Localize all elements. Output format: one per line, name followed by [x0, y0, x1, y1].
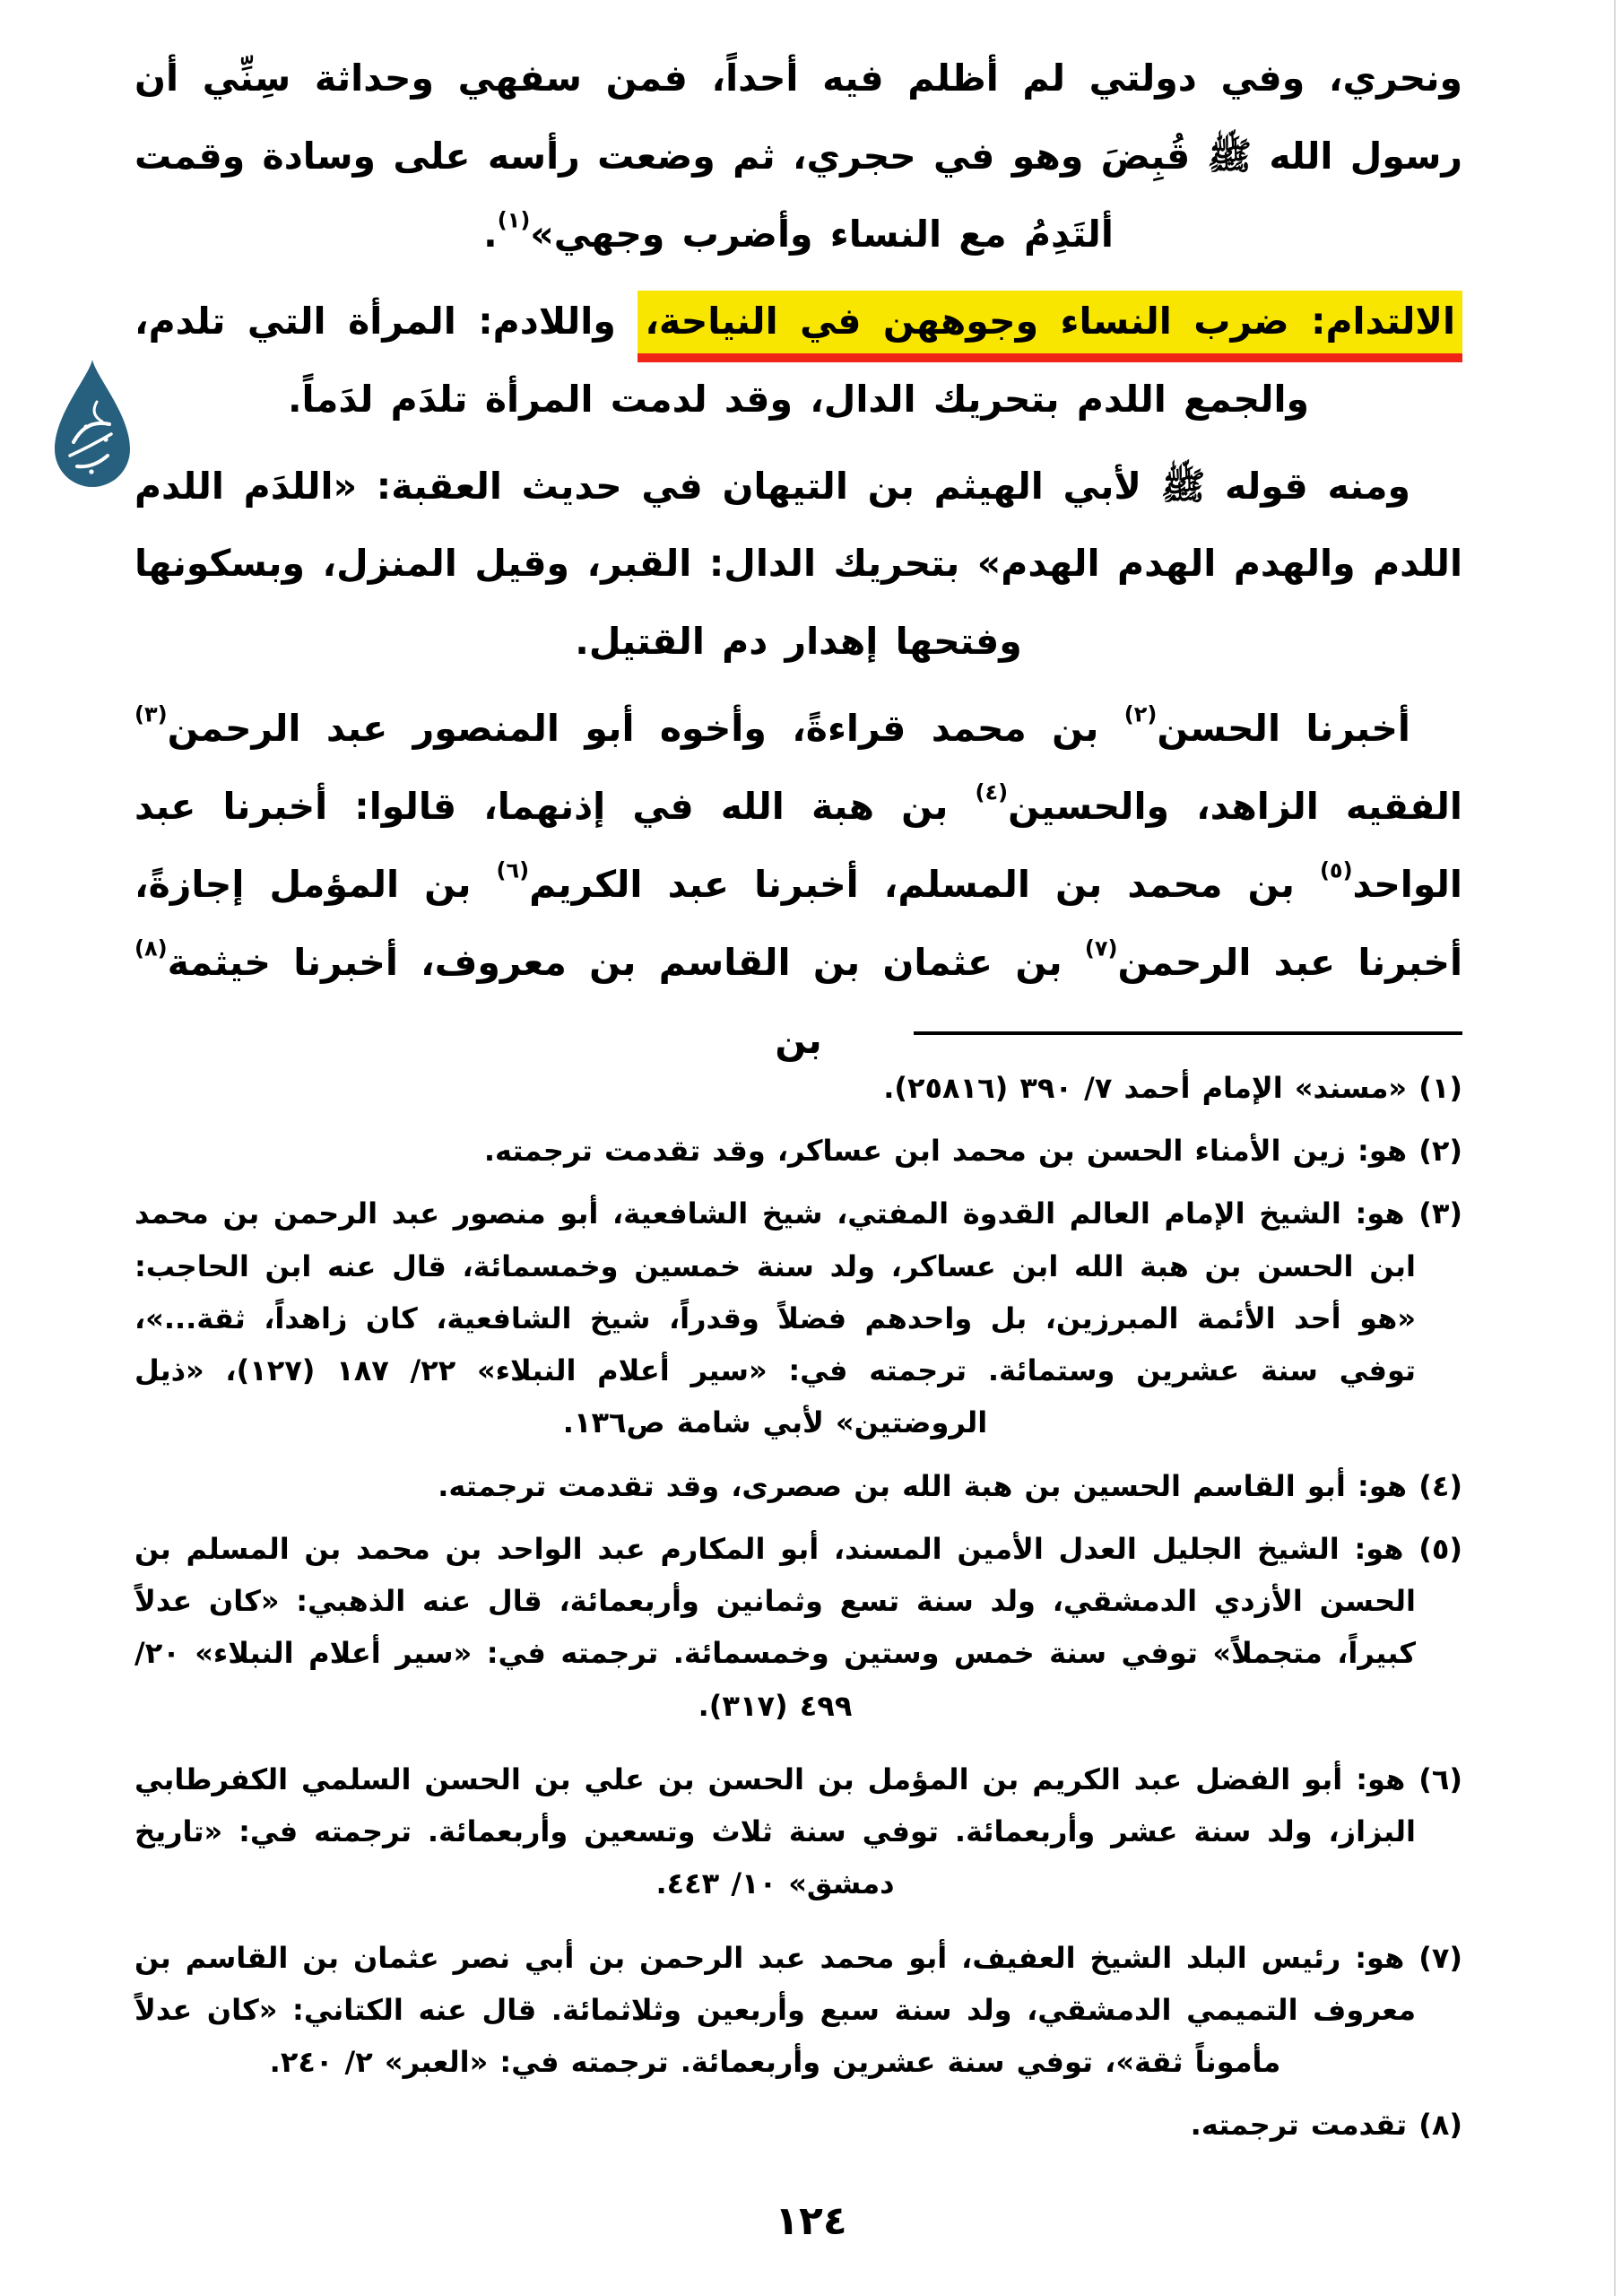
watermark-logo — [47, 357, 138, 493]
footnote-item-3 — [134, 1187, 1462, 1448]
footnote-number: (٢) — [1418, 1134, 1462, 1169]
footnote-item-6 — [134, 1753, 1462, 1910]
sentence-period: . — [483, 212, 498, 256]
isnad-text: بن المؤمل إجازةً، أخبرنا عبد الرحمن — [134, 863, 1462, 984]
footnote-ref-4: (٤) — [975, 779, 1009, 805]
paragraph-hadith-quote — [134, 39, 1462, 274]
isnad-text: بن محمد قراءةً، وأخوه أبو المنصور عبد الرحمن — [167, 707, 1124, 751]
footnote-item-7 — [134, 1932, 1462, 2089]
isnad-text: أخبرنا الحسن — [1157, 707, 1410, 751]
footnote-text: هو: الشيخ الجليل العدل الأمين المسند، أبو المكارم عبد الواحد بن محمد بن المسلم بن الحسن الأزدي الدمشقي، ولد سنة تسع وثمانين وأربعمائة، قال عنه الذهبي: «كان عدلاً كبيراً، متجملاً» توفي سنة خمس وستين وخمسمائة. ترجمته في: «سير أعلام النبلاء» ٢٠/ ٤٩٩ (٣١٧). — [134, 1531, 1416, 1723]
footnote-number: (١) — [1418, 1071, 1462, 1105]
paragraph-ladam-hadith — [134, 448, 1462, 682]
page-number: ١٢٤ — [775, 2198, 847, 2244]
footnote-number: (٥) — [1418, 1531, 1463, 1566]
footnote-text: هو: أبو القاسم الحسين بن هبة الله بن صصرى، وقد تقدمت ترجمته. — [438, 1468, 1408, 1503]
footnote-item-5 — [134, 1523, 1462, 1732]
footnote-item-4 — [134, 1460, 1462, 1512]
footnote-ref-7: (٧) — [1084, 935, 1118, 961]
isnad-text: الفقيه الزاهد، والحسين — [1008, 785, 1462, 829]
isnad-text: بن محمد بن المسلم، أخبرنا عبد الكريم — [529, 863, 1320, 907]
teardrop-calligraphy-icon — [47, 357, 138, 493]
paragraph-text: واللادم: المرأة التي تلدم، والجمع اللدم بتحريك الدال، وقد لدمت المرأة تلدَم لدَماً. — [134, 299, 1310, 421]
footnote-item-1 — [134, 1062, 1462, 1114]
main-text-column — [134, 39, 1462, 1089]
footnote-item-2 — [134, 1125, 1462, 1177]
paragraph-definition-iltidam — [134, 283, 1462, 439]
footnote-number: (٣) — [1418, 1196, 1463, 1231]
footnote-number: (٤) — [1418, 1468, 1462, 1503]
paragraph-text: ومنه قوله ﷺ لأبي الهيثم بن التيهان في حديث العقبة: «اللدَم اللدم اللدم والهدم الهدم الهدم» بتحريك الدال: القبر، وقيل المنزل، وبسكونها وفتحها إهدار دم القتيل. — [134, 464, 1462, 664]
isnad-text: بن هبة الله في إذنهما، قالوا: أخبرنا عبد الواحد — [134, 785, 1462, 907]
footnote-text: تقدمت ترجمته. — [1190, 2108, 1408, 2143]
footnote-ref-3: (٣) — [134, 701, 168, 727]
isnad-text: بن — [775, 1018, 822, 1062]
footnote-number: (٨) — [1418, 2108, 1462, 2143]
footnote-text: هو: أبو الفضل عبد الكريم بن المؤمل بن الحسن بن علي بن الحسن السلمي الكفرطابي البزاز، ولد سنة عشر وأربعمائة. توفي سنة ثلاث وتسعين وأربعمائة. ترجمته في: «تاريخ دمشق» ١٠/ ٤٤٣. — [134, 1761, 1416, 1901]
footnotes-section — [134, 1031, 1462, 2161]
paragraph-text: ونحري، وفي دولتي لم أظلم فيه أحداً، فمن سفهي وحداثة سِنِّي أن رسول الله ﷺ قُبِضَ وهو في حجري، ثم وضعت رأسه على وسادة وقمت ألتَدِمُ مع النساء وأضرب وجهي» — [134, 57, 1462, 256]
footnote-ref-2: (٢) — [1123, 701, 1158, 727]
footnote-item-8 — [134, 2099, 1462, 2151]
footnote-separator-rule — [914, 1031, 1462, 1035]
paragraph-isnad-chain — [134, 690, 1462, 1080]
isnad-text: بن عثمان بن القاسم بن معروف، أخبرنا خيثمة — [167, 940, 1085, 984]
footnote-ref-5: (٥) — [1319, 857, 1353, 883]
scan-edge-line — [1614, 0, 1616, 2296]
footnote-ref-6: (٦) — [496, 857, 530, 883]
footnote-number: (٧) — [1418, 1940, 1462, 1975]
footnote-ref-1: (١) — [497, 207, 531, 233]
footnote-text: «مسند» الإمام أحمد ٧/ ٣٩٠ (٢٥٨١٦). — [883, 1071, 1408, 1105]
footnote-text: هو: رئيس البلد الشيخ العفيف، أبو محمد عبد الرحمن بن أبي نصر عثمان بن القاسم بن معروف التميمي الدمشقي، ولد سنة سبع وأربعين وثلاثمائة. قال عنه الكتاني: «كان عدلاً مأموناً ثقة»، توفي سنة عشرين وأربعمائة. ترجمته في: «العبر» ٢/ ٢٤٠. — [134, 1940, 1416, 2079]
footnote-number: (٦) — [1418, 1761, 1463, 1796]
highlighted-text: الالتدام: ضرب النساء وجوههن في النياحة، — [638, 291, 1462, 362]
footnote-ref-8: (٨) — [134, 935, 168, 961]
footnote-text: هو: زين الأمناء الحسن بن محمد ابن عساكر، وقد تقدمت ترجمته. — [483, 1134, 1408, 1169]
footnote-text: هو: الشيخ الإمام العالم القدوة المفتي، شيخ الشافعية، أبو منصور عبد الرحمن بن محمد ابن الحسن بن هبة الله ابن عساكر، ولد سنة خمسين وخمسمائة، قال عنه ابن الحاجب: «هو أحد الأئمة المبرزين، بل واحدهم فضلاً وقدراً، شيخ الشافعية، كان زاهداً، ثقة...»، توفي سنة عشرين وستمائة. ترجمته في: «سير أعلام النبلاء» ٢٢/ ١٨٧ (١٢٧)، «ذيل الروضتين» لأبي شامة ص١٣٦. — [134, 1196, 1417, 1440]
